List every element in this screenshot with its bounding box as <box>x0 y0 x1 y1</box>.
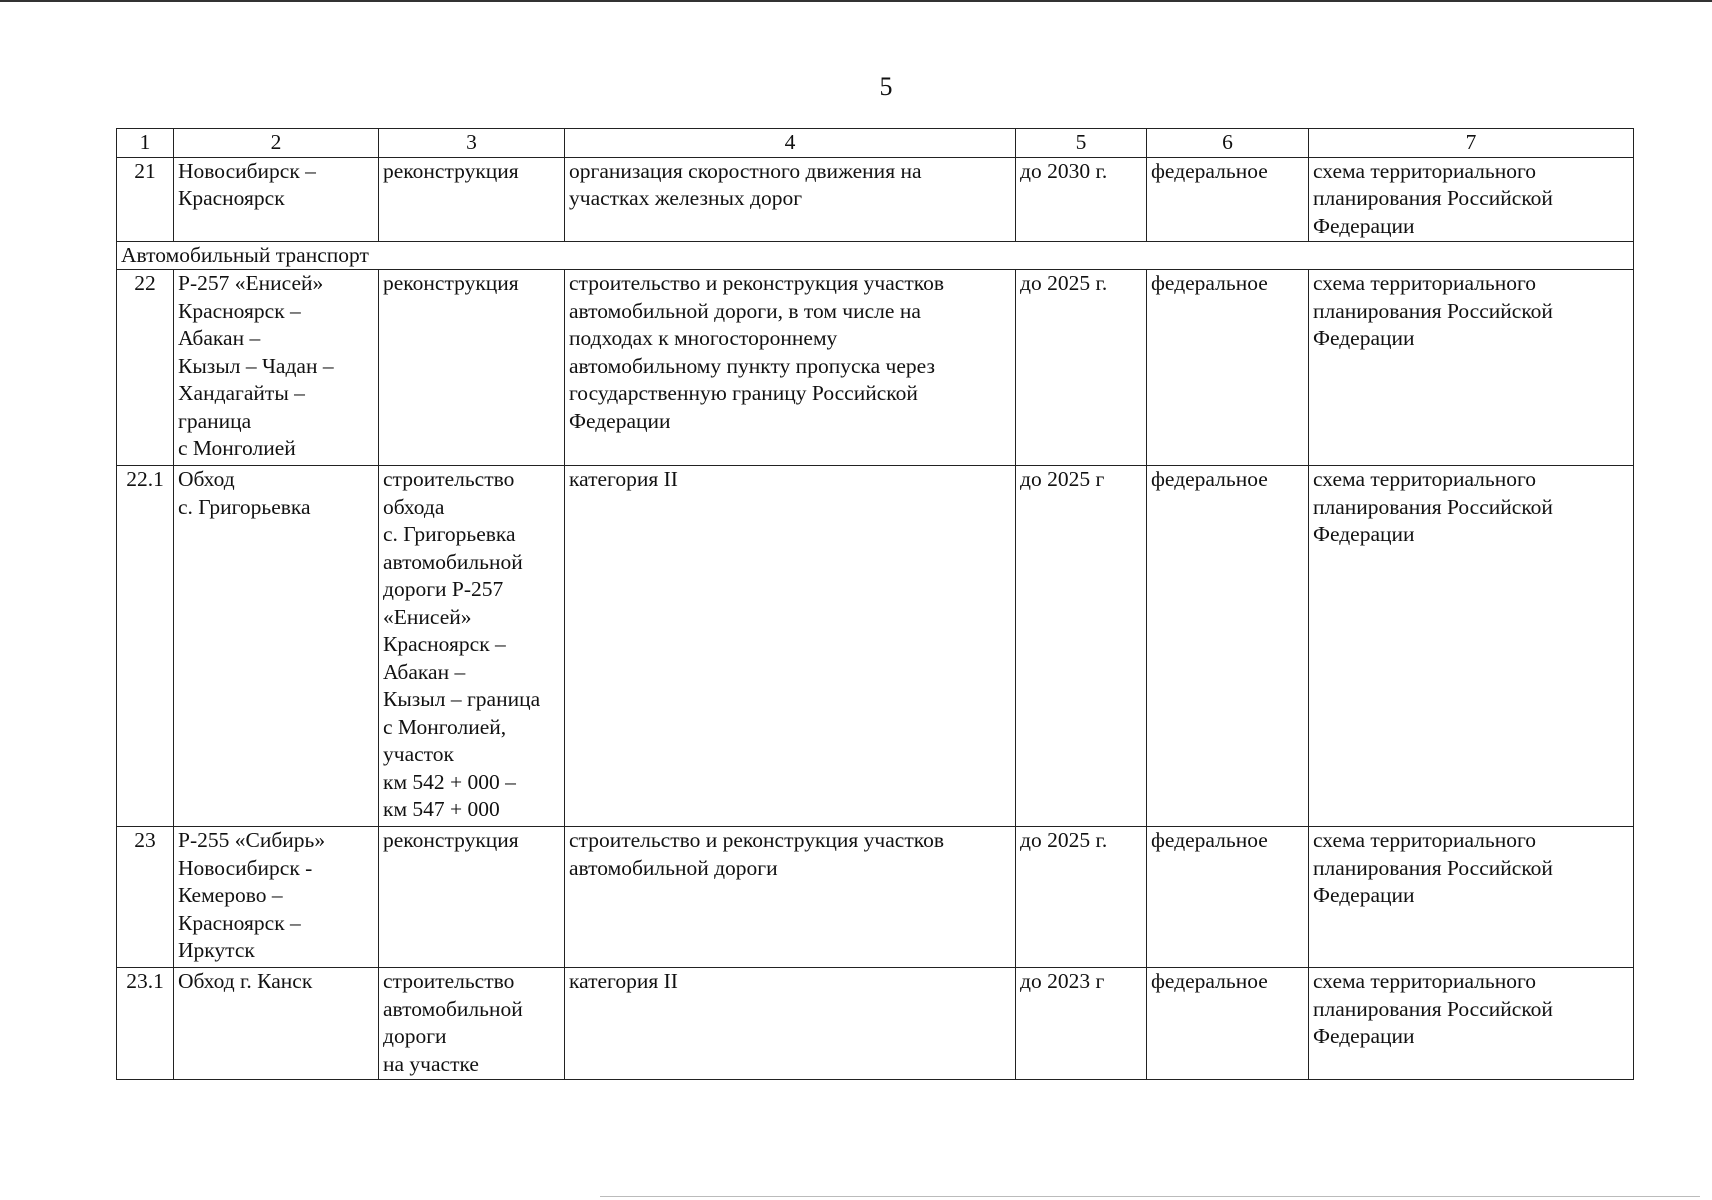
work-type: реконструкция <box>379 157 565 241</box>
column-header-2: 2 <box>174 129 379 158</box>
object-name: Р-257 «Енисей» Красноярск – Абакан – Кызыл – Чадан – Хандагайты – граница с Монголией <box>174 270 379 466</box>
deadline: до 2025 г. <box>1016 270 1147 466</box>
table-row-22-1 <box>117 466 1634 827</box>
basis-document: схема территориального планирования Российской Федерации <box>1309 827 1634 968</box>
basis-document: схема территориального планирования Российской Федерации <box>1309 968 1634 1080</box>
document-table <box>116 128 1634 1080</box>
table-row-23 <box>117 827 1634 968</box>
column-header-6: 6 <box>1147 129 1309 158</box>
column-header-7: 7 <box>1309 129 1634 158</box>
basis-document: схема территориального планирования Российской Федерации <box>1309 157 1634 241</box>
row-number: 23 <box>117 827 174 968</box>
row-number: 22.1 <box>117 466 174 827</box>
deadline: до 2025 г <box>1016 466 1147 827</box>
object-name: Новосибирск – Красноярск <box>174 157 379 241</box>
row-number: 22 <box>117 270 174 466</box>
basis-document: схема территориального планирования Российской Федерации <box>1309 270 1634 466</box>
object-name: Обход г. Канск <box>174 968 379 1080</box>
deadline: до 2025 г. <box>1016 827 1147 968</box>
object-name: Р-255 «Сибирь» Новосибирск - Кемерово – Красноярск – Иркутск <box>174 827 379 968</box>
characteristics: категория II <box>565 968 1016 1080</box>
column-header-5: 5 <box>1016 129 1147 158</box>
characteristics: строительство и реконструкция участков автомобильной дороги <box>565 827 1016 968</box>
work-type: строительство обхода с. Григорьевка автомобильной дороги Р-257 «Енисей» Красноярск – Абакан – Кызыл – граница с Монголией, участок км 542 + 000 – км 547 + 000 <box>379 466 565 827</box>
significance: федеральное <box>1147 968 1309 1080</box>
object-name: Обход с. Григорьевка <box>174 466 379 827</box>
table-header <box>117 129 1634 158</box>
section-row <box>117 241 1634 270</box>
significance: федеральное <box>1147 466 1309 827</box>
column-header-3: 3 <box>379 129 565 158</box>
row-number: 23.1 <box>117 968 174 1080</box>
work-type: строительство автомобильной дороги на участке <box>379 968 565 1080</box>
significance: федеральное <box>1147 270 1309 466</box>
characteristics: строительство и реконструкция участков автомобильной дороги, в том числе на подходах к многостороннему автомобильному пункту пропуска через государственную границу Российской Федерации <box>565 270 1016 466</box>
row-number: 21 <box>117 157 174 241</box>
section-title: Автомобильный транспорт <box>117 241 1634 270</box>
table-row-22 <box>117 270 1634 466</box>
header-row <box>117 129 1634 158</box>
deadline: до 2023 г <box>1016 968 1147 1080</box>
characteristics: категория II <box>565 466 1016 827</box>
column-header-1: 1 <box>117 129 174 158</box>
work-type: реконструкция <box>379 270 565 466</box>
characteristics: организация скоростного движения на участках железных дорог <box>565 157 1016 241</box>
column-header-4: 4 <box>565 129 1016 158</box>
basis-document: схема территориального планирования Российской Федерации <box>1309 466 1634 827</box>
significance: федеральное <box>1147 827 1309 968</box>
table-body <box>117 157 1634 1080</box>
deadline: до 2030 г. <box>1016 157 1147 241</box>
significance: федеральное <box>1147 157 1309 241</box>
work-type: реконструкция <box>379 827 565 968</box>
scan-bottom-edge <box>600 1196 1700 1197</box>
table-row-21 <box>117 157 1634 241</box>
page-number: 5 <box>879 72 893 101</box>
scan-top-edge <box>0 0 1712 2</box>
table-row-23-1 <box>117 968 1634 1080</box>
